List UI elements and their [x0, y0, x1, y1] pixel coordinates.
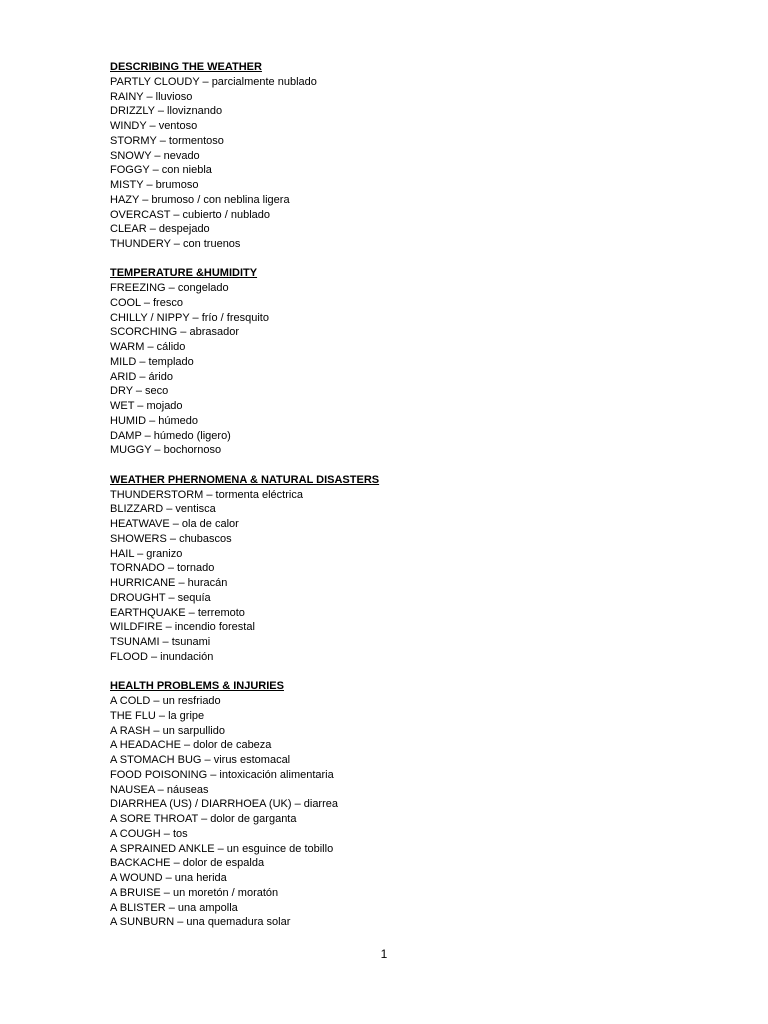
vocabulary-entry: COOL – fresco [110, 296, 183, 309]
vocabulary-entry: HUMID – húmedo [110, 414, 199, 427]
vocabulary-entry: FOOD POISONING – intoxicación alimentaria [110, 768, 334, 781]
vocabulary-entry: TORNADO – tornado [110, 562, 215, 575]
vocabulary-entry: OVERCAST – cubierto / nublado [110, 208, 270, 221]
vocabulary-entry: BLIZZARD – ventisca [110, 503, 216, 516]
vocabulary-entry: DRY – seco [110, 385, 169, 398]
page-number: 1 [380, 947, 388, 961]
section-temperature-humidity [110, 266, 710, 458]
section-heading: DESCRIBING THE WEATHER [110, 61, 262, 73]
entry-list [110, 281, 710, 458]
vocabulary-entry: ARID – árido [110, 370, 173, 383]
vocabulary-entry: A BLISTER – una ampolla [110, 901, 238, 914]
vocabulary-entry: DROUGHT – sequía [110, 591, 211, 604]
section-describing-weather [110, 60, 710, 252]
vocabulary-entry: MILD – templado [110, 355, 194, 368]
vocabulary-entry: HEATWAVE – ola de calor [110, 518, 239, 531]
vocabulary-entry: DAMP – húmedo (ligero) [110, 429, 231, 442]
vocabulary-entry: A SORE THROAT – dolor de garganta [110, 813, 297, 826]
vocabulary-entry: A SUNBURN – una quemadura solar [110, 916, 291, 929]
vocabulary-entry: RAINY – lluvioso [110, 90, 193, 103]
vocabulary-entry: STORMY – tormentoso [110, 134, 224, 147]
vocabulary-entry: FOGGY – con niebla [110, 164, 212, 177]
section-heading: TEMPERATURE &HUMIDITY [110, 267, 258, 280]
vocabulary-entry: SNOWY – nevado [110, 149, 200, 162]
vocabulary-entry: HAIL – granizo [110, 547, 183, 560]
vocabulary-entry: DRIZZLY – lloviznando [110, 105, 223, 118]
vocabulary-entry: A COUGH – tos [110, 827, 188, 840]
vocabulary-entry: THE FLU – la gripe [110, 709, 205, 722]
vocabulary-entry: WILDFIRE – incendio forestal [110, 621, 255, 634]
vocabulary-entry: A STOMACH BUG – virus estomacal [110, 754, 291, 767]
vocabulary-entry: BACKACHE – dolor de espalda [110, 857, 265, 870]
vocabulary-entry: A RASH – un sarpullido [110, 724, 225, 737]
vocabulary-entry: CLEAR – despejado [110, 223, 210, 236]
entry-list [110, 75, 710, 252]
vocabulary-entry: FREEZING – congelado [110, 282, 229, 295]
section-heading: WEATHER PHERNOMENA & NATURAL DISASTERS [110, 473, 380, 486]
vocabulary-entry: A BRUISE – un moretón / moratón [110, 886, 279, 899]
vocabulary-entry: A COLD – un resfriado [110, 695, 221, 708]
section-heading: HEALTH PROBLEMS & INJURIES [110, 680, 284, 693]
vocabulary-entry: WARM – cálido [110, 341, 186, 354]
vocabulary-entry: SHOWERS – chubascos [110, 532, 232, 545]
vocabulary-entry: TSUNAMI – tsunami [110, 636, 211, 649]
vocabulary-entry: A SPRAINED ANKLE – un esguince de tobillo [110, 842, 334, 855]
vocabulary-entry: SCORCHING – abrasador [110, 326, 239, 339]
entry-list [110, 694, 710, 930]
vocabulary-entry: A HEADACHE – dolor de cabeza [110, 739, 272, 752]
vocabulary-entry: THUNDERY – con truenos [110, 238, 241, 250]
entry-list [110, 488, 710, 665]
vocabulary-entry: HURRICANE – huracán [110, 577, 228, 590]
vocabulary-entry: MUGGY – bochornoso [110, 444, 222, 457]
vocabulary-entry: A WOUND – una herida [110, 872, 227, 885]
section-weather-phenomena [110, 473, 710, 665]
section-health-problems [110, 679, 710, 930]
vocabulary-entry: WINDY – ventoso [110, 120, 198, 132]
vocabulary-entry: PARTLY CLOUDY – parcialmente nublado [110, 75, 317, 88]
vocabulary-entry: FLOOD – inundación [110, 650, 214, 663]
vocabulary-entry: NAUSEA – náuseas [110, 783, 209, 796]
vocabulary-entry: CHILLY / NIPPY – frío / fresquito [110, 311, 269, 324]
vocabulary-entry: MISTY – brumoso [110, 179, 199, 191]
vocabulary-entry: THUNDERSTORM – tormenta eléctrica [110, 488, 303, 501]
vocabulary-entry: EARTHQUAKE – terremoto [110, 606, 245, 619]
vocabulary-entry: WET – mojado [110, 400, 183, 413]
document-body [110, 60, 710, 945]
vocabulary-entry: DIARRHEA (US) / DIARRHOEA (UK) – diarrea [110, 798, 338, 811]
vocabulary-entry: HAZY – brumoso / con neblina ligera [110, 193, 290, 206]
